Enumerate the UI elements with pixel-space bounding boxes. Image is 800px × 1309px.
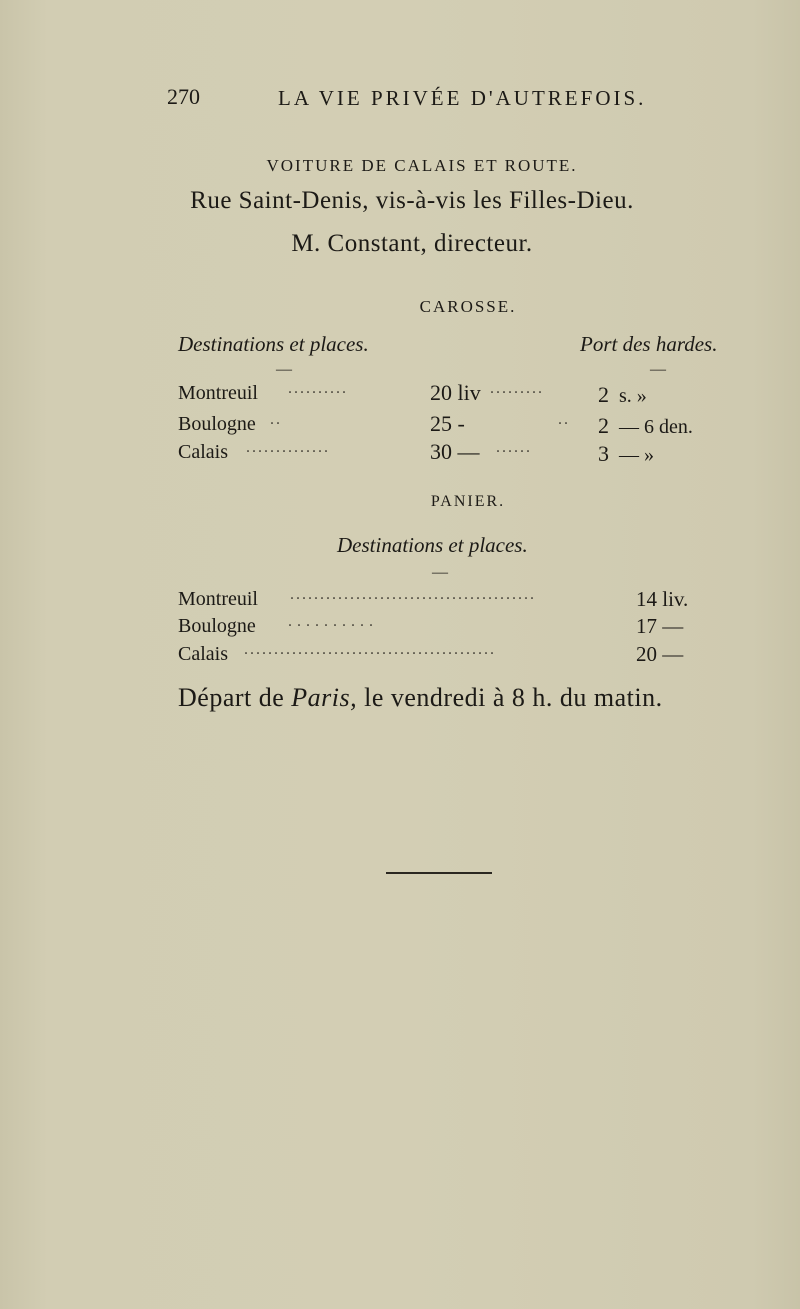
departure-city: Paris,	[291, 683, 358, 712]
leader-dots: ..........................................	[244, 641, 496, 658]
port-price	[598, 413, 693, 439]
panier-row	[178, 643, 718, 667]
place-price: 20 —	[636, 642, 684, 666]
destination-name: Boulogne	[178, 615, 256, 637]
port-price	[598, 441, 654, 467]
carosse-dash-right: —	[650, 361, 666, 378]
place-price: 17 —	[636, 614, 684, 638]
leader-dots: ..........	[288, 380, 348, 397]
end-rule	[386, 872, 492, 874]
leader-dots: .........	[490, 380, 544, 397]
departure-prefix: Départ de	[178, 683, 285, 712]
leader-dots: .........................................	[290, 586, 536, 603]
panier-title: PANIER.	[430, 493, 506, 510]
page-number: 270	[167, 84, 200, 109]
panier-row	[178, 615, 718, 639]
destination-name: Calais	[178, 441, 228, 463]
destination-name: Montreuil	[178, 588, 258, 610]
place-price: 30 —	[430, 439, 480, 464]
carosse-row	[178, 413, 738, 437]
carosse-col-destinations: Destinations et places.	[178, 332, 369, 356]
leader-dots: ......	[496, 439, 532, 456]
place-price: 20 liv	[430, 380, 481, 405]
leader-dots: ..........	[288, 613, 378, 630]
destination-name: Calais	[178, 643, 228, 665]
port-unit: — »	[619, 444, 654, 466]
departure-suffix: le vendredi à 8 h. du matin.	[364, 683, 663, 712]
carosse-col-port: Port des hardes.	[580, 332, 718, 356]
leader-dots: ..	[558, 411, 570, 428]
panier-row	[178, 588, 718, 612]
panier-dash: —	[432, 564, 448, 581]
port-amount: 2	[598, 382, 609, 407]
port-price	[598, 382, 647, 408]
running-head	[0, 84, 800, 118]
port-amount: 3	[598, 441, 609, 466]
place-price: 14 liv.	[636, 587, 689, 611]
port-amount: 2	[598, 413, 609, 438]
director-line: M. Constant, directeur.	[291, 230, 533, 257]
port-unit: s. »	[619, 385, 647, 407]
departure-line	[178, 683, 663, 713]
carosse-row	[178, 382, 738, 406]
service-title: VOITURE DE CALAIS ET ROUTE.	[266, 156, 578, 175]
carosse-row	[178, 441, 738, 465]
address-line: Rue Saint-Denis, vis-à-vis les Filles-Dieu.	[190, 187, 634, 214]
destination-name: Boulogne	[178, 413, 256, 435]
carosse-dash-left: —	[276, 361, 292, 378]
carosse-title: CAROSSE.	[419, 297, 517, 316]
running-title: LA VIE PRIVÉE D'AUTREFOIS.	[278, 86, 647, 110]
leader-dots: ..............	[246, 439, 330, 456]
place-price: 25 -	[430, 411, 465, 436]
port-unit: — 6 den.	[619, 416, 693, 438]
destination-name: Montreuil	[178, 382, 258, 404]
leader-dots: ..	[270, 411, 282, 428]
panier-col-destinations: Destinations et places.	[337, 533, 528, 557]
